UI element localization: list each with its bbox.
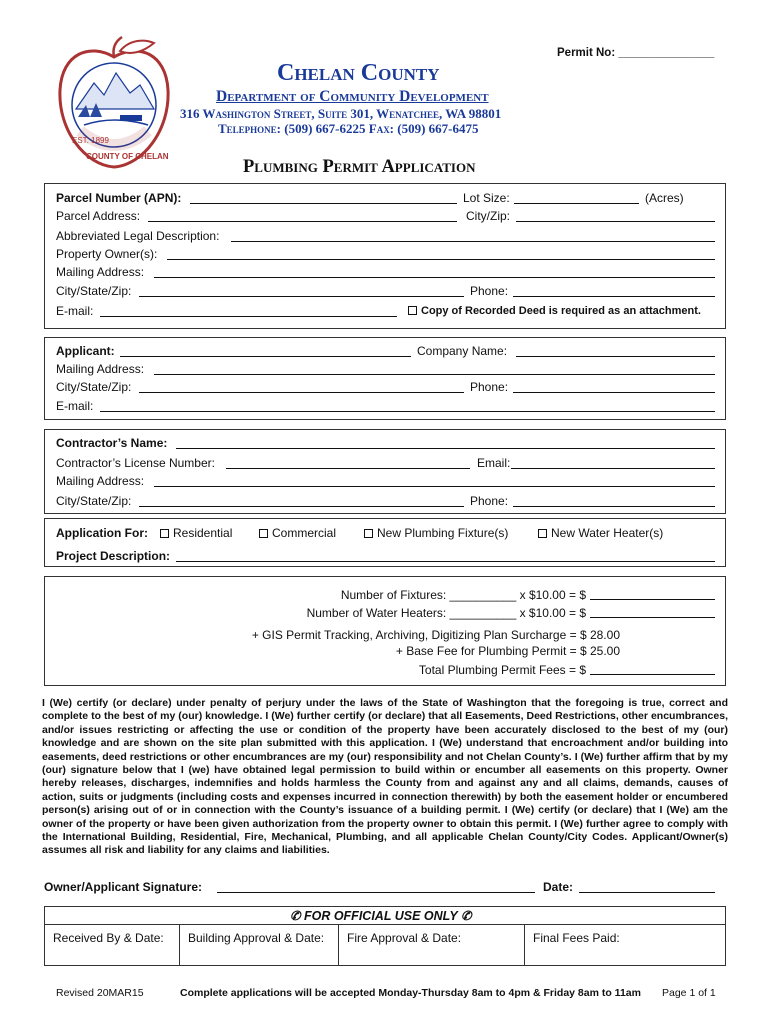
property-owners-field[interactable] [167,248,715,260]
department-name: Department of Community Development [216,88,489,105]
applicant-mailing-label: Mailing Address: [56,362,145,376]
deed-checkbox[interactable] [408,304,701,318]
received-by-cell: Received By & Date: [45,925,180,966]
logo-county-text: COUNTY OF CHELAN [86,152,169,161]
contractor-phone-label: Phone: [470,494,509,508]
parcel-address-field[interactable] [148,210,457,222]
city-zip-field[interactable] [516,210,715,222]
company-name-field[interactable] [516,345,715,357]
lot-size-field[interactable] [514,192,639,204]
commercial-checkbox[interactable] [259,526,336,540]
applicant-mailing-field[interactable] [154,363,715,375]
certification-text: I (We) certify (or declare) under penalty of perjury under the laws of the State of Washington that the foregoing is true, correct and complete to the best of my (our) knowledge. I (We) further certify (or declare) that all Easements, Deed Restrictions, other encumbrances, and/or issues restricting or affecting the use or condition of the property have been accurately disclosed to the best of my (our) knowledge and are shown on the site plan submitted with this application. I (We) understand that encroachment and/or building into easements, deed restrictions or other encumbrances are my (our) responsibility and not Chelan County’s. I (We) further affirm that by my (our) signature below that I (we) have obtained legal permission to build within or encumber all easements on this property. Owner hereby releases, discharges, indemnifies and holds harmless the County from and against any and all claims, demands, causes of action, suits or judgments (including costs and expenses incurred in connection therewith) by both the easement holder or encumbered person(s) arising out of or in connection with the County’s issuance of a building permit. I (We) certify (or declare) that I (We) am the owner of the property or have been given authorization from the property owner to obtain this permit. I (We) further agree to comply with the International Building, Residential, Fire, Mechanical, Plumbing, and all applicable Chelan County/City Codes. Applicant/Owner(s) assumes all risk and liability for any claims and liabilities. [42,697,728,857]
applicant-field[interactable] [120,345,411,357]
applicant-label: Applicant: [56,344,115,358]
contractor-email-field[interactable] [511,457,715,469]
new-water-heater-label: New Water Heater(s) [551,526,664,540]
new-plumbing-fixture-checkbox[interactable] [364,526,508,540]
email-label: E-mail: [56,304,94,318]
contractor-phone-field[interactable] [513,495,715,507]
checkbox-icon [408,306,417,315]
official-use-title: FOR OFFICIAL USE ONLY [303,909,458,923]
residential-checkbox[interactable] [160,526,232,540]
parcel-address-label: Parcel Address: [56,209,141,223]
property-owners-label: Property Owner(s): [56,247,158,261]
building-approval-cell: Building Approval & Date: [180,925,339,966]
city-zip-label: City/Zip: [466,209,511,223]
applicant-city-state-zip-label: City/State/Zip: [56,380,132,394]
legal-description-label: Abbreviated Legal Description: [56,229,220,243]
checkbox-icon [538,529,547,538]
parcel-number-field[interactable] [190,192,457,204]
fire-approval-cell: Fire Approval & Date: [339,925,525,966]
project-description-label: Project Description: [56,549,171,563]
new-plumbing-fixture-label: New Plumbing Fixture(s) [377,526,509,540]
new-water-heater-checkbox[interactable] [538,526,663,540]
logo-est-text: EST. 1899 [72,136,109,145]
application-for-label: Application For: [56,526,148,540]
gis-surcharge-line: + GIS Permit Tracking, Archiving, Digitizing Plan Surcharge = $ 28.00 [251,628,620,642]
applicant-email-label: E-mail: [56,399,94,413]
water-heaters-fee-line: Number of Water Heaters: __________ x $10.00 = $ [306,606,586,620]
page-number: Page 1 of 1 [662,987,716,999]
deed-label: Copy of Recorded Deed is required as an attachment. [421,305,701,317]
applicant-phone-field[interactable] [513,381,715,393]
checkbox-icon [259,529,268,538]
checkbox-icon [160,529,169,538]
applicant-phone-label: Phone: [470,380,509,394]
contractor-email-label: Email: [477,456,511,470]
department-phone-fax: Telephone: (509) 667-6225 Fax: (509) 667-6475 [218,121,479,136]
parcel-number-label: Parcel Number (APN): [56,191,182,205]
department-address: 316 Washington Street, Suite 301, Wenatchee, WA 98801 [180,106,502,121]
form-title: Plumbing Permit Application [243,157,476,177]
fixtures-fee-line: Number of Fixtures: __________ x $10.00 = $ [340,588,586,602]
email-field[interactable] [100,305,397,317]
contractor-city-state-zip-field[interactable] [139,495,464,507]
official-use-table [44,924,726,966]
final-fees-cell: Final Fees Paid: [525,925,726,966]
applicant-email-field[interactable] [100,400,715,412]
permit-no-label: Permit No: _______________ [557,47,715,59]
base-fee-line: + Base Fee for Plumbing Permit = $ 25.00 [395,644,620,658]
mailing-address-label: Mailing Address: [56,265,145,279]
company-name-label: Company Name: [417,344,508,358]
phone-icon: ✆ [460,909,472,923]
lot-size-label: Lot Size: [463,191,510,205]
city-state-zip-label: City/State/Zip: [56,284,132,298]
acres-label: (Acres) [645,191,684,205]
signature-date-field[interactable] [579,881,715,893]
county-name: Chelan County [277,60,440,86]
commercial-label: Commercial [272,526,337,540]
revised-date: Revised 20MAR15 [56,987,144,999]
office-hours-note: Complete applications will be accepted Monday-Thursday 8am to 4pm & Friday 8am to 11am [180,987,641,999]
official-use-heading [290,909,471,923]
contractor-name-label: Contractor’s Name: [56,436,168,450]
county-logo [50,35,178,173]
applicant-city-state-zip-field[interactable] [139,381,464,393]
phone-label: Phone: [470,284,509,298]
checkbox-icon [364,529,373,538]
fixtures-fee-field[interactable] [590,588,715,600]
water-heaters-fee-field[interactable] [590,606,715,618]
contractor-license-label: Contractor’s License Number: [56,456,215,470]
owner-signature-field[interactable] [217,881,535,893]
total-fee-line: Total Plumbing Permit Fees = $ [418,663,586,677]
owner-signature-label: Owner/Applicant Signature: [44,880,203,894]
total-fee-field[interactable] [590,663,715,675]
legal-description-field[interactable] [231,230,715,242]
contractor-mailing-label: Mailing Address: [56,474,145,488]
phone-icon: ✆ [290,909,301,923]
project-description-field[interactable] [176,550,715,562]
signature-date-label: Date: [543,880,574,894]
residential-label: Residential [173,526,233,540]
contractor-name-field[interactable] [176,437,715,449]
contractor-license-field[interactable] [226,457,470,469]
phone-field[interactable] [513,285,715,297]
contractor-mailing-field[interactable] [154,475,715,487]
mailing-address-field[interactable] [154,266,715,278]
city-state-zip-field[interactable] [139,285,464,297]
contractor-city-state-zip-label: City/State/Zip: [56,494,132,508]
